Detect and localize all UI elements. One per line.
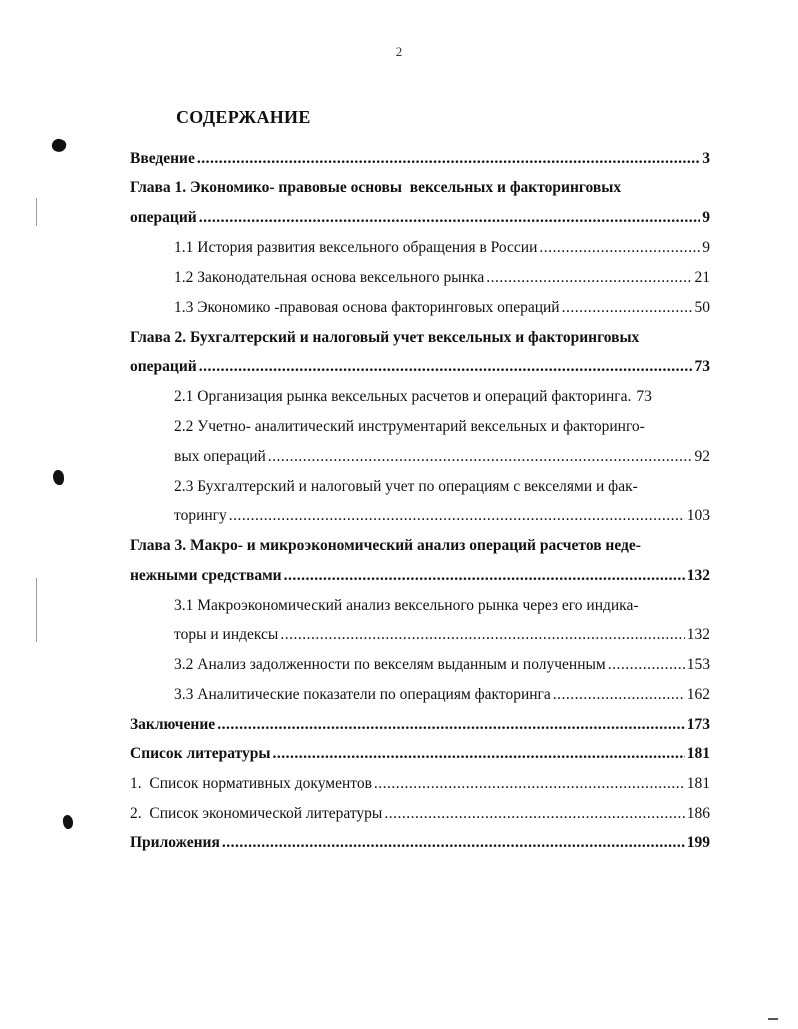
- toc-entry-text: 1.1 История развития вексельного обращения в России: [174, 239, 538, 256]
- toc-section-1-3[interactable]: [174, 297, 710, 319]
- toc-chapter-1[interactable]: [130, 207, 710, 229]
- toc-dot-leader: [486, 267, 692, 289]
- toc-entry-text: 2. Список экономической литературы: [130, 805, 383, 822]
- toc-literature-item-2[interactable]: [130, 803, 710, 825]
- toc-entry-appendix[interactable]: [130, 832, 710, 854]
- toc-entry-page: 132: [686, 626, 710, 643]
- page-number: 2: [395, 44, 403, 59]
- toc-entry-text: 1.2 Законодательная основа вексельного рынка: [174, 269, 485, 286]
- toc-entry-page: 3: [702, 150, 710, 167]
- page-title: СОДЕРЖАНИЕ: [176, 107, 311, 127]
- toc-dot-leader: [608, 654, 685, 676]
- toc-entry-page: 73: [636, 388, 652, 405]
- toc-entry-page: 181: [686, 745, 710, 762]
- toc-entry-text: 2.2 Учетно- аналитический инструментарий вексельных и факторинго-: [174, 418, 645, 435]
- toc-dot-leader: [229, 505, 685, 527]
- scan-margin-line: [36, 198, 37, 226]
- toc-dot-leader: [280, 624, 684, 646]
- toc-chapter-2[interactable]: [130, 356, 710, 378]
- toc-section-3-1[interactable]: [174, 624, 710, 646]
- toc-entry-text: 3.2 Анализ задолженности по векселям выданным и полученным: [174, 656, 606, 673]
- toc-entry-intro[interactable]: [130, 148, 710, 170]
- toc-entry-text: 3.3 Аналитические показатели по операциям факторинга: [174, 686, 551, 703]
- toc-entry-text: торингу: [174, 507, 227, 524]
- toc-section-2-3-heading[interactable]: [174, 476, 710, 498]
- toc-dot-leader: [562, 297, 693, 319]
- toc-literature-item-1[interactable]: [130, 773, 710, 795]
- toc-section-3-2[interactable]: [174, 654, 710, 676]
- toc-section-1-2[interactable]: [174, 267, 710, 289]
- toc-entry-page: 73: [694, 358, 710, 375]
- toc-entry-text: 1.3 Экономико -правовая основа факторинговых операций: [174, 299, 560, 316]
- toc-dot-leader: [284, 565, 685, 587]
- toc-entry-page: 21: [694, 269, 710, 286]
- toc-entry-page: 9: [702, 239, 710, 256]
- toc-dot-leader: [197, 148, 700, 170]
- toc-dot-leader: [539, 237, 700, 259]
- scan-corner-mark: [768, 1018, 778, 1020]
- toc-entry-page: 153: [686, 656, 710, 673]
- toc-entry-text: 3.1 Макроэкономический анализ вексельного рынка через его индика-: [174, 597, 639, 614]
- toc-chapter-1-heading[interactable]: [130, 177, 710, 199]
- toc-entry-page: 132: [686, 567, 710, 584]
- toc-entry-page: 186: [686, 805, 710, 822]
- toc-entry-text: 1. Список нормативных документов: [130, 775, 372, 792]
- toc-dot-leader: [222, 832, 685, 854]
- toc-dot-leader: [217, 714, 685, 736]
- toc-entry-page: 50: [694, 299, 710, 316]
- toc-entry-text: Глава 2. Бухгалтерский и налоговый учет вексельных и факторинговых: [130, 329, 640, 346]
- toc-section-3-3[interactable]: [174, 684, 710, 706]
- scan-margin-line: [36, 578, 37, 642]
- toc-entry-page: 181: [686, 775, 710, 792]
- toc-dot-leader: [199, 207, 701, 229]
- toc-entry-text: операций: [130, 358, 197, 375]
- toc-entry-text: вых операций: [174, 448, 266, 465]
- toc-dot-leader: [553, 684, 685, 706]
- toc-entry-text: Заключение: [130, 716, 216, 733]
- toc-entry-page: 199: [686, 834, 710, 851]
- toc-entry-conclusion[interactable]: [130, 714, 710, 736]
- toc-section-3-1-heading[interactable]: [174, 595, 710, 617]
- toc-entry-text: торы и индексы: [174, 626, 279, 643]
- scan-blot: [53, 470, 64, 485]
- toc-entry-text: 2.3 Бухгалтерский и налоговый учет по операциям с векселями и фак-: [174, 478, 638, 495]
- toc-section-2-3[interactable]: [174, 505, 710, 527]
- toc-chapter-2-heading[interactable]: [130, 327, 710, 349]
- toc-entry-page: 162: [686, 686, 710, 703]
- toc-entry-page: 9: [702, 209, 710, 226]
- toc-dot-leader: [268, 446, 693, 468]
- toc-dot-leader: [384, 803, 684, 825]
- toc-entry-text: Список литературы: [130, 745, 271, 762]
- toc-entry-page: 92: [694, 448, 710, 465]
- toc-dot-leader: [374, 773, 685, 795]
- toc-entry-text: Приложения: [130, 834, 220, 851]
- toc-entry-text: Введение: [130, 150, 195, 167]
- toc-entry-text: Глава 1. Экономико- правовые основы вексельных и факторинговых: [130, 179, 622, 196]
- toc-entry-text: нежными средствами: [130, 567, 282, 584]
- toc-chapter-3[interactable]: [130, 565, 710, 587]
- toc-chapter-3-heading[interactable]: [130, 535, 710, 557]
- scan-blot: [50, 137, 68, 154]
- toc-entry-page: 103: [686, 507, 710, 524]
- toc-entry-text: операций: [130, 209, 197, 226]
- toc-section-2-2-heading[interactable]: [174, 416, 710, 438]
- toc-entry-text: 2.1 Организация рынка вексельных расчетов и операций факторинга.: [174, 388, 632, 405]
- toc-entry-literature[interactable]: [130, 743, 710, 765]
- toc-dot-leader: [272, 743, 684, 765]
- toc-dot-leader: [199, 356, 693, 378]
- toc-section-1-1[interactable]: [174, 237, 710, 259]
- toc-section-2-2[interactable]: [174, 446, 710, 468]
- scan-blot: [61, 814, 74, 830]
- toc-section-2-1[interactable]: [174, 386, 710, 408]
- toc-entry-text: Глава 3. Макро- и микроэкономический анализ операций расчетов неде-: [130, 537, 641, 554]
- toc-entry-page: 173: [686, 716, 710, 733]
